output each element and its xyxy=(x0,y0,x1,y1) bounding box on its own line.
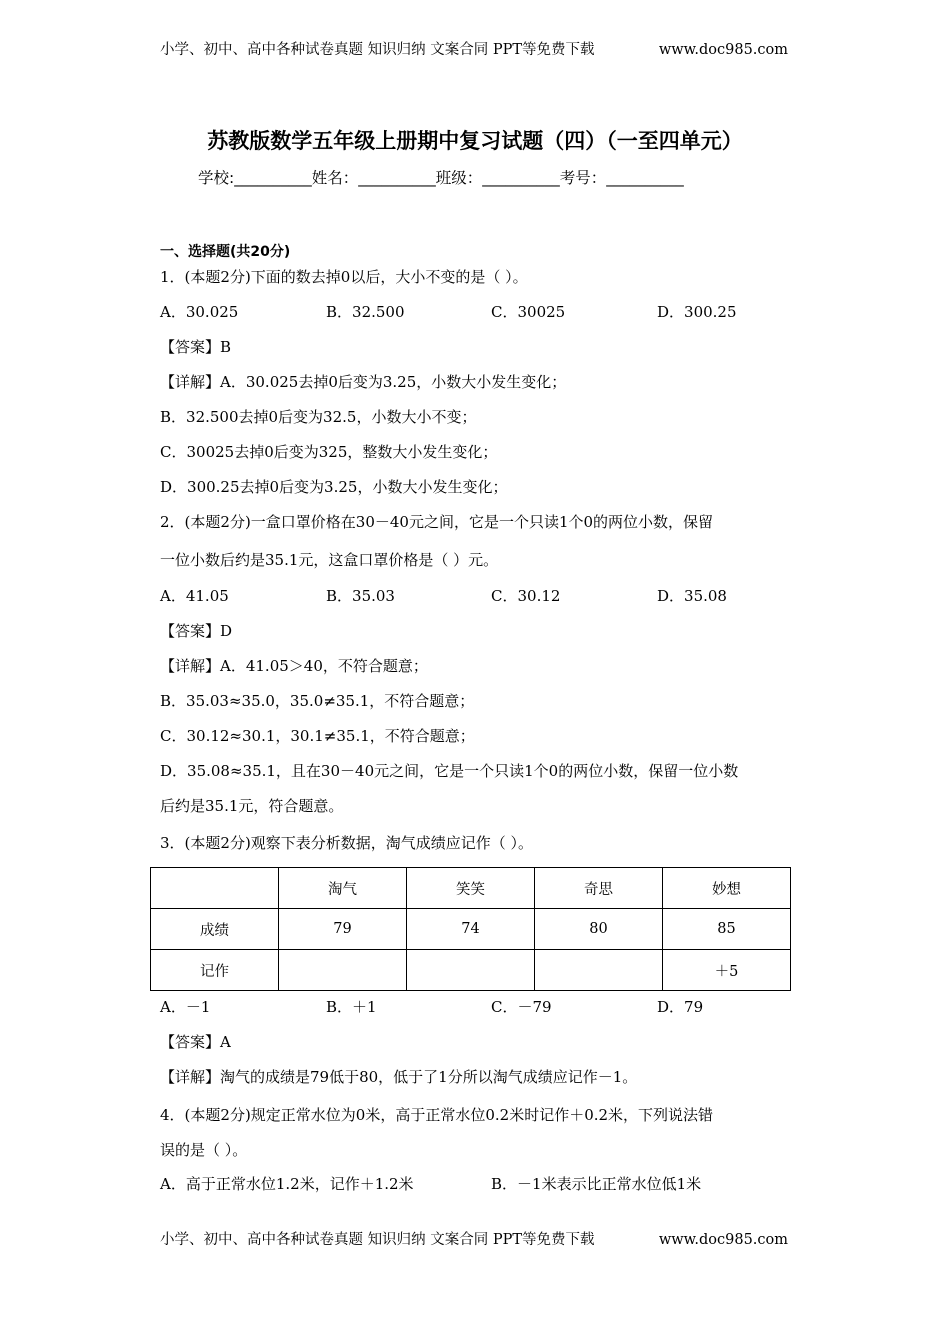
q1-detail: D．300.25去掉0后变为3.25，小数大小发生变化； xyxy=(160,478,508,496)
q1-stem: 1．(本题2分)下面的数去掉0以后，大小不变的是（ ）。 xyxy=(160,268,528,286)
q4-option-a: A．高于正常水位1.2米，记作＋1.2米 xyxy=(160,1175,414,1193)
q2-detail: C．30.12≈30.1，30.1≠35.1，不符合题意； xyxy=(160,727,475,745)
table-cell: 80 xyxy=(535,909,663,950)
table-cell xyxy=(279,950,407,991)
table-cell xyxy=(535,950,663,991)
page-footer xyxy=(160,1230,788,1250)
q4-stem: 4．(本题2分)规定正常水位为0米，高于正常水位0.2米时记作＋0.2米，下列说法错 xyxy=(160,1106,714,1124)
q2-stem: 2．(本题2分)一盒口罩价格在30－40元之间，它是一个只读1个0的两位小数，保留 xyxy=(160,513,714,531)
q2-detail: 后约是35.1元，符合题意。 xyxy=(160,797,344,815)
table-cell: 妙想 xyxy=(663,868,791,909)
table-cell: 79 xyxy=(279,909,407,950)
q3-option-a: A．－1 xyxy=(160,998,211,1016)
q4-stem: 误的是（ ）。 xyxy=(160,1141,248,1159)
q3-stem: 3．(本题2分)观察下表分析数据，淘气成绩应记作（ ）。 xyxy=(160,834,534,852)
table-cell: ＋5 xyxy=(663,950,791,991)
page-header xyxy=(160,40,788,60)
table-header-row xyxy=(151,868,791,909)
table-cell: 74 xyxy=(407,909,535,950)
q4-option-b: B．－1米表示比正常水位低1米 xyxy=(491,1175,702,1193)
table-cell: 淘气 xyxy=(279,868,407,909)
q2-answer: 【答案】D xyxy=(160,622,233,640)
q1-detail: C．30025去掉0后变为325，整数大小发生变化； xyxy=(160,443,498,461)
q1-answer: 【答案】B xyxy=(160,338,232,356)
table-cell: 成绩 xyxy=(151,909,279,950)
footer-url: www.doc985.com xyxy=(658,1232,788,1248)
q2-stem: 一位小数后约是35.1元，这盒口罩价格是（ ）元。 xyxy=(160,551,499,569)
q3-answer: 【答案】A xyxy=(160,1033,231,1051)
q2-option-c: C．30.12 xyxy=(491,587,561,605)
q1-option-d: D．300.25 xyxy=(657,303,737,321)
q1-option-c: C．30025 xyxy=(491,303,566,321)
q3-option-c: C．－79 xyxy=(491,998,552,1016)
q3-option-d: D．79 xyxy=(657,998,704,1016)
q2-detail: B．35.03≈35.0，35.0≠35.1，不符合题意； xyxy=(160,692,475,710)
q2-detail: D．35.08≈35.1，且在30－40元之间，它是一个只读1个0的两位小数，保留一位小数 xyxy=(160,762,739,780)
q2-detail: 【详解】A．41.05＞40，不符合题意； xyxy=(160,657,428,675)
footer-text: 小学、初中、高中各种试卷真题 知识归纳 文案合同 PPT等免费下载 xyxy=(160,1232,595,1248)
q1-detail: B．32.500去掉0后变为32.5，小数大小不变； xyxy=(160,408,477,426)
q1-option-a: A．30.025 xyxy=(160,303,239,321)
table-cell: 记作 xyxy=(151,950,279,991)
score-table xyxy=(150,867,791,991)
q3-detail: 【详解】淘气的成绩是79低于80，低于了1分所以淘气成绩应记作－1。 xyxy=(160,1068,638,1086)
header-text: 小学、初中、高中各种试卷真题 知识归纳 文案合同 PPT等免费下载 xyxy=(160,42,595,58)
table-cell xyxy=(407,950,535,991)
q2-option-d: D．35.08 xyxy=(657,587,727,605)
q2-option-b: B．35.03 xyxy=(326,587,395,605)
q3-option-b: B．＋1 xyxy=(326,998,377,1016)
q1-detail: 【详解】A．30.025去掉0后变为3.25，小数大小发生变化； xyxy=(160,373,567,391)
student-info-line: 学校:__________姓名：__________班级：__________考号：__________ xyxy=(198,169,684,187)
document-title: 苏教版数学五年级上册期中复习试题（四）（一至四单元） xyxy=(207,129,743,153)
q1-option-b: B．32.500 xyxy=(326,303,405,321)
q2-option-a: A．41.05 xyxy=(160,587,229,605)
header-url: www.doc985.com xyxy=(658,42,788,58)
table-row xyxy=(151,950,791,991)
section-heading: 一、选择题(共20分) xyxy=(160,244,291,260)
table-row xyxy=(151,909,791,950)
table-cell: 笑笑 xyxy=(407,868,535,909)
table-cell: 奇思 xyxy=(535,868,663,909)
table-cell xyxy=(151,868,279,909)
table-cell: 85 xyxy=(663,909,791,950)
